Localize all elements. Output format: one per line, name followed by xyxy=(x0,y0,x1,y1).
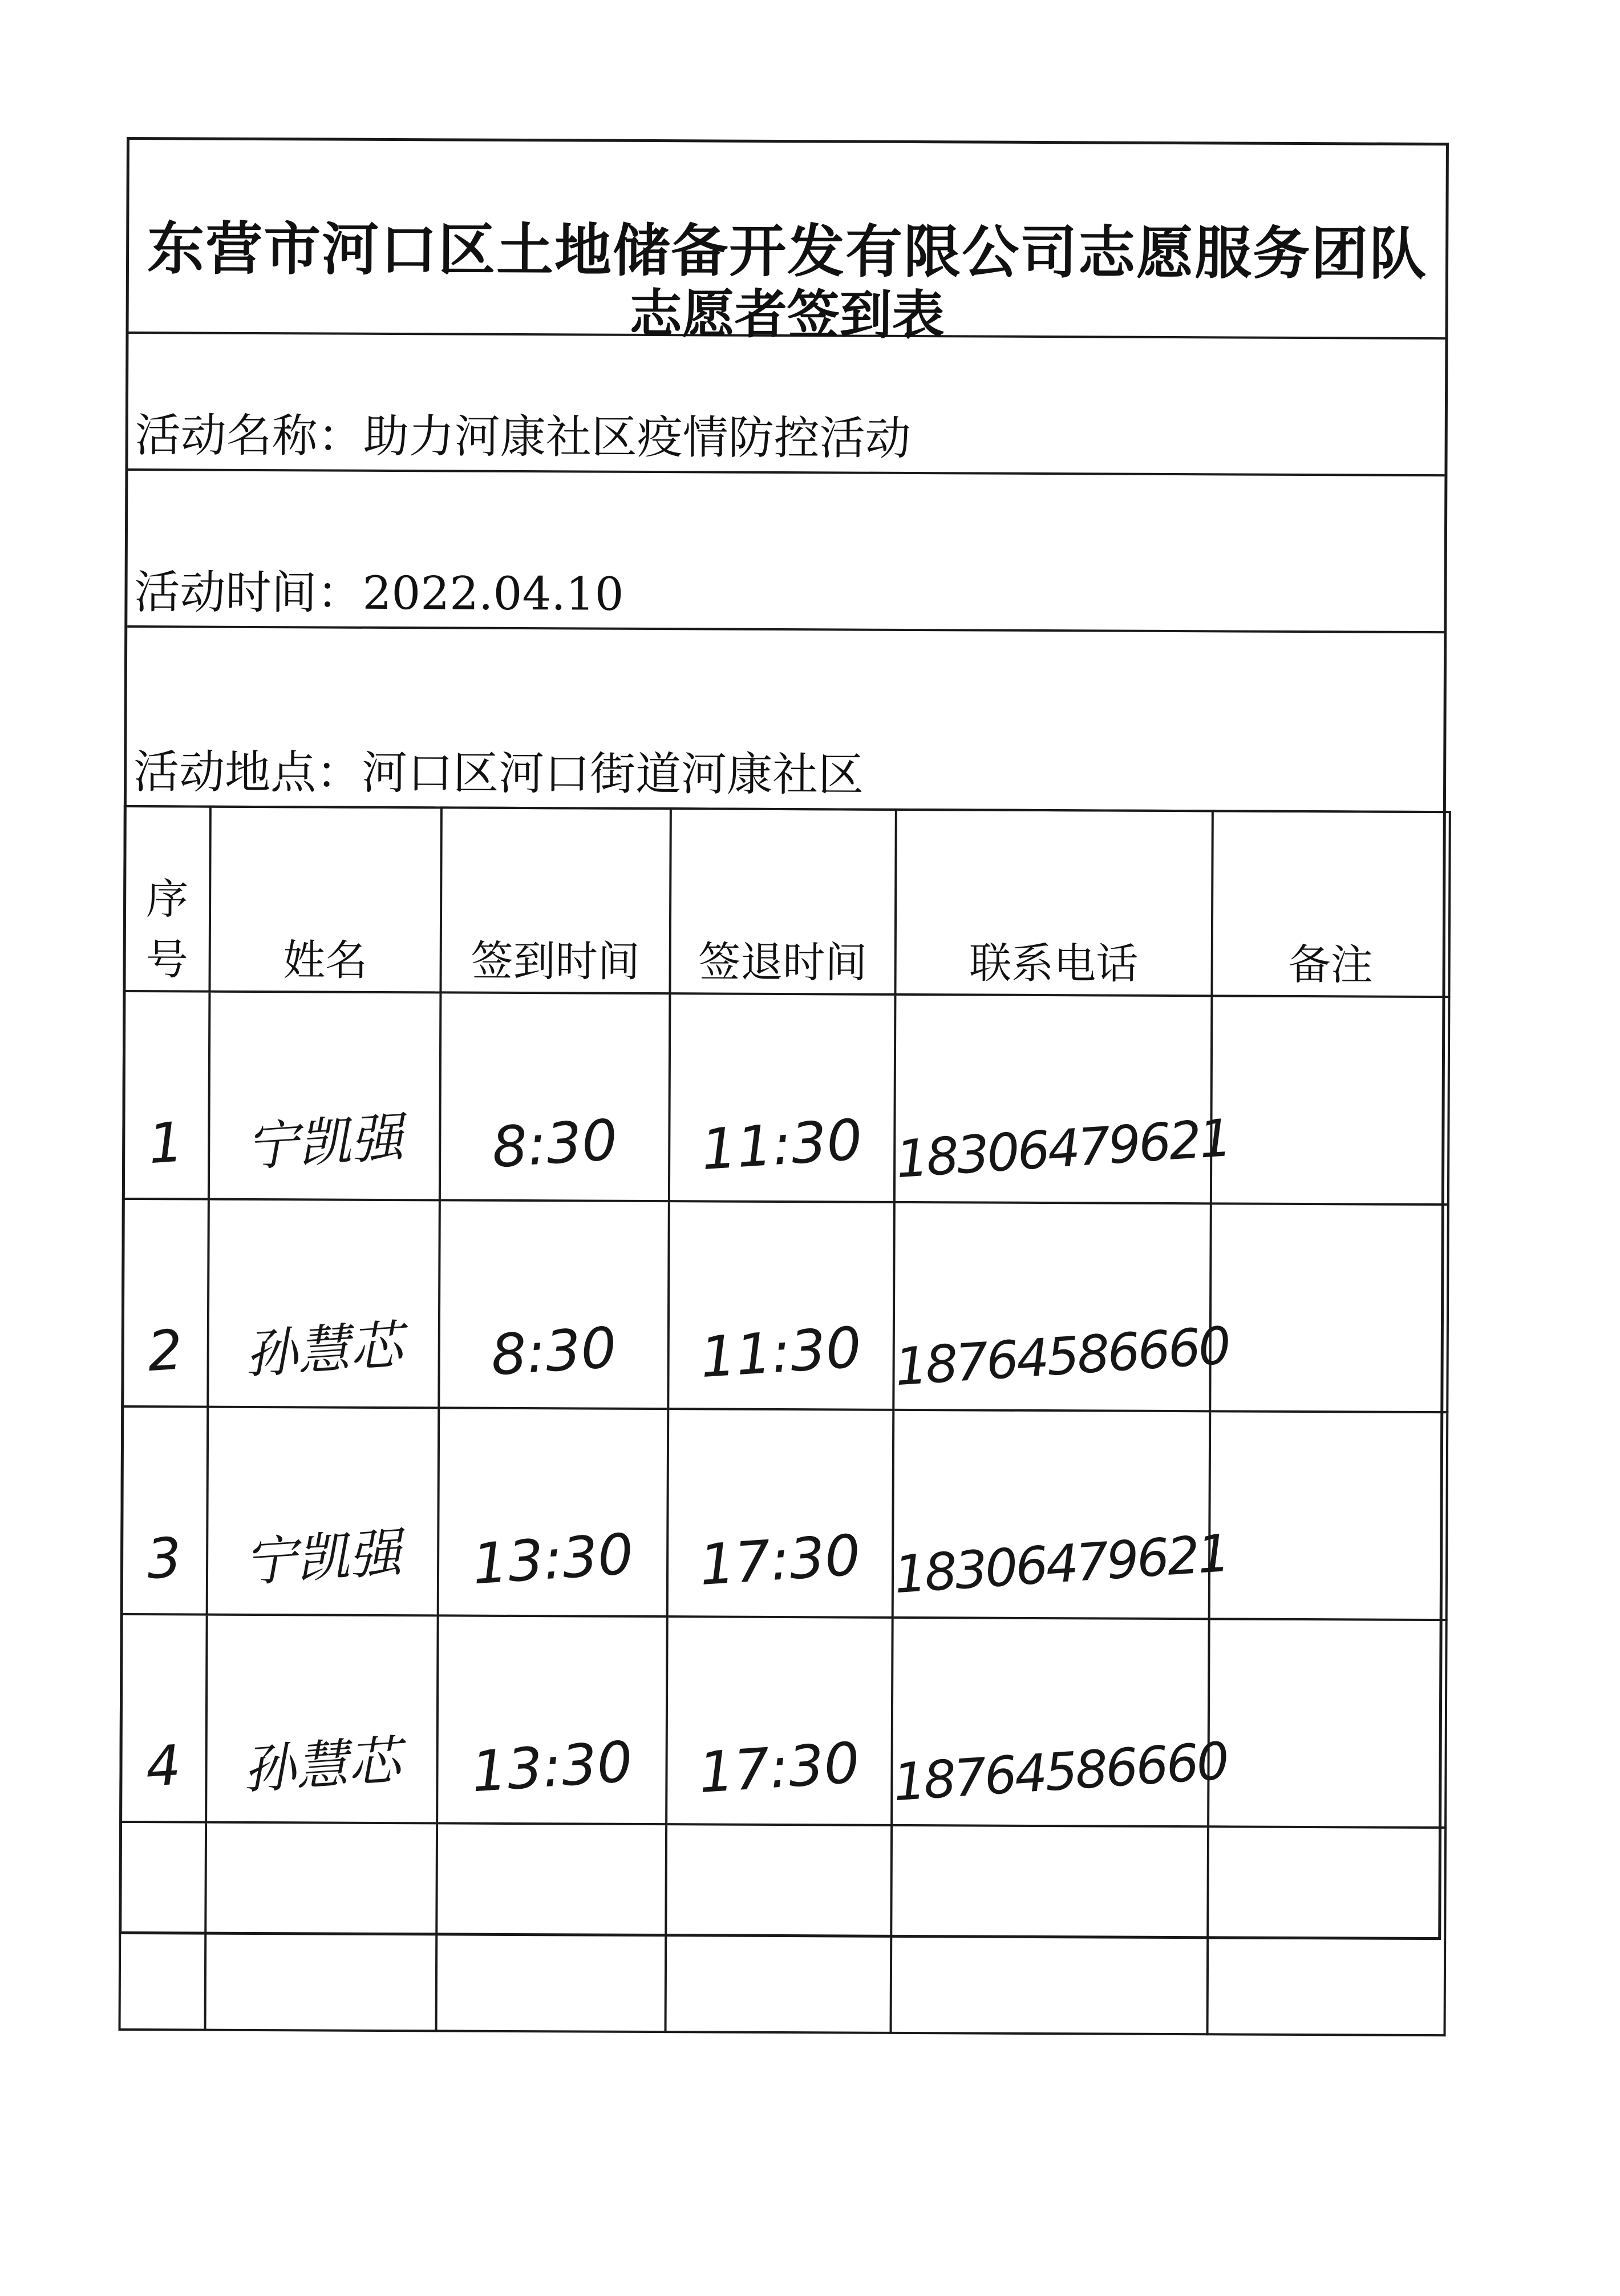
row-no: 4 xyxy=(144,1733,183,1800)
header-phone: 联系电话 xyxy=(895,810,1212,996)
activity-time: 活动时间：2022.04.10 xyxy=(134,565,624,621)
sign-in-time: 13:30 xyxy=(469,1729,635,1805)
table-row xyxy=(123,991,1449,1204)
cell-sign-in xyxy=(439,1200,669,1409)
header-sign-out: 签退时间 xyxy=(670,809,896,995)
sign-out-time: 17:30 xyxy=(696,1730,862,1806)
activity-name-row xyxy=(128,334,1445,476)
cell-name xyxy=(206,1615,438,1824)
cell-remark xyxy=(1209,1411,1448,1620)
cell-no xyxy=(122,1406,208,1615)
sign-in-time: 13:30 xyxy=(470,1522,635,1598)
table-row xyxy=(122,1199,1448,1412)
cell-phone xyxy=(894,995,1232,1203)
cell-phone xyxy=(893,1202,1231,1411)
table-row xyxy=(120,1614,1447,1828)
sign-in-sheet xyxy=(119,137,1449,1940)
cell-no xyxy=(123,991,210,1199)
phone-number: 18764586660 xyxy=(893,1316,1231,1398)
cell-remark xyxy=(1208,1619,1447,1828)
row-no: 3 xyxy=(144,1525,184,1592)
signature: 孙慧芯 xyxy=(243,1314,404,1386)
header-no: 序号 xyxy=(124,806,210,992)
phone-number: 18764586660 xyxy=(891,1731,1229,1813)
row-no: 2 xyxy=(145,1317,185,1384)
cell-empty xyxy=(205,1822,438,2031)
cell-sign-in xyxy=(438,1408,669,1616)
phone-number: 18306479621 xyxy=(892,1523,1230,1606)
volunteer-table xyxy=(119,805,1451,2036)
table-row-empty xyxy=(120,1822,1446,2035)
header-remark: 备注 xyxy=(1212,811,1449,997)
cell-remark xyxy=(1210,1203,1448,1412)
phone-number: 18306479621 xyxy=(894,1108,1232,1190)
signature: 宁凯强 xyxy=(244,1106,406,1178)
cell-phone xyxy=(892,1410,1230,1619)
cell-no xyxy=(120,1614,207,1822)
header-sign-in: 签到时间 xyxy=(440,807,670,993)
cell-empty xyxy=(120,1822,206,2030)
cell-sign-out xyxy=(669,993,896,1202)
cell-name xyxy=(208,1199,440,1408)
cell-sign-in xyxy=(437,1615,667,1824)
title-block xyxy=(128,140,1445,346)
table-header-row xyxy=(124,806,1449,997)
cell-sign-out xyxy=(667,1409,894,1618)
cell-name xyxy=(207,1407,439,1616)
table-row xyxy=(122,1406,1448,1620)
cell-name xyxy=(209,992,441,1200)
signature: 孙慧芯 xyxy=(241,1729,403,1801)
cell-no xyxy=(122,1199,209,1407)
sign-in-time: 8:30 xyxy=(489,1315,619,1389)
cell-empty xyxy=(1208,1826,1446,2035)
cell-empty xyxy=(436,1823,667,2032)
sign-out-time: 11:30 xyxy=(698,1315,864,1391)
sign-out-time: 11:30 xyxy=(699,1107,865,1183)
cell-remark xyxy=(1211,996,1449,1204)
header-name: 姓名 xyxy=(209,807,441,993)
activity-name: 活动名称：助力河康社区疫情防控活动 xyxy=(135,409,911,466)
cell-empty xyxy=(891,1825,1209,2034)
sign-out-time: 17:30 xyxy=(697,1522,863,1599)
cell-sign-out xyxy=(666,1616,893,1825)
form-subtitle: 志愿者签到表 xyxy=(629,283,945,346)
cell-sign-in xyxy=(440,992,670,1201)
cell-sign-out xyxy=(668,1201,894,1410)
cell-phone xyxy=(891,1618,1229,1826)
activity-place-row xyxy=(127,628,1444,813)
activity-place: 活动地点：河口区河口街道河康社区 xyxy=(133,745,864,802)
activity-time-row xyxy=(127,471,1444,633)
row-no: 1 xyxy=(147,1110,186,1177)
cell-empty xyxy=(666,1824,892,2033)
form-title: 东营市河口区土地储备开发有限公司志愿服务团队 xyxy=(147,215,1428,288)
signature: 宁凯强 xyxy=(242,1522,404,1594)
sign-in-time: 8:30 xyxy=(489,1107,619,1181)
